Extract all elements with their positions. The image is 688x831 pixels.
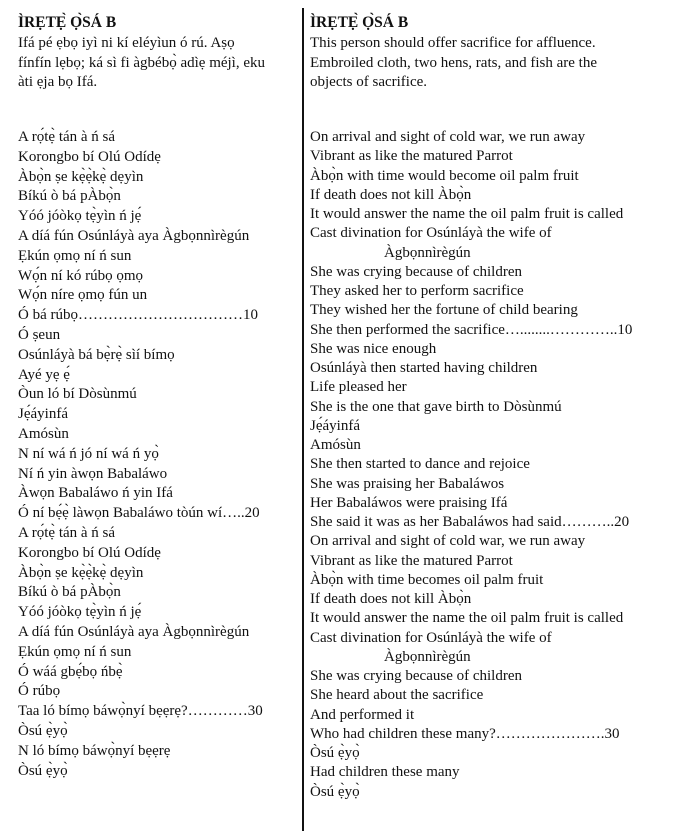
- english-verse-line: Òsú ẹ̀yọ̀: [310, 783, 360, 800]
- english-verse-line: She was crying because of children: [310, 668, 523, 684]
- yoruba-verse-line: Ó bá rúbọ……………………………10: [18, 307, 258, 324]
- english-verse-line: She is the one that gave birth to Dòsùnmú: [310, 398, 562, 415]
- yoruba-verse-line: A díá fún Osúnláyà aya Àgbọnnìrègún: [18, 227, 250, 244]
- english-verse-line: Òsú ẹ̀yọ̀: [310, 745, 360, 761]
- yoruba-verse-line: Ó ṣeun: [18, 326, 61, 343]
- english-verse-line: Who had children these many?………………….30: [310, 725, 620, 742]
- yoruba-verse-line: A díá fún Osúnláyà aya Àgbọnnìrègún: [18, 623, 250, 640]
- english-verse-line: She then started to dance and rejoice: [310, 456, 530, 473]
- english-verse-line: Amósùn: [310, 437, 361, 453]
- english-verse-line: Vibrant as like the matured Parrot: [310, 552, 513, 569]
- english-verse-line: It would answer the name the oil palm fruit is called: [310, 206, 624, 222]
- english-verse-line: Vibrant as like the matured Parrot: [310, 148, 513, 165]
- yoruba-verse-line: Àbọ̀n ṣe kẹ̀ẹ̀kẹ̀ dẹyìn: [18, 168, 144, 185]
- yoruba-verse-line: Ẹkún ọmọ ní ń sun: [18, 643, 132, 660]
- yoruba-verse-line: A rọ́tẹ̀ tán à ń sá: [18, 524, 116, 541]
- english-verse-line: Àgbọnnìrègún: [384, 244, 471, 261]
- english-verse-line: Àgbọnnìrègún: [384, 648, 471, 665]
- english-verses: [310, 128, 680, 802]
- english-verse-line: On arrival and sight of cold war, we run away: [310, 533, 586, 550]
- yoruba-verse-line: Jẹ́áyinfá: [18, 406, 68, 423]
- english-verse-line: Àbọ̀n with time becomes oil palm fruit: [310, 571, 544, 588]
- yoruba-verse-line: Ayé yẹ ẹ́: [18, 366, 70, 383]
- yoruba-verse-line: Ó rúbọ: [18, 683, 61, 700]
- english-verse-line: Àbọ̀n with time would become oil palm fruit: [310, 167, 579, 184]
- english-verse-line: They asked her to perform sacrifice: [310, 283, 524, 299]
- english-verse-line: On arrival and sight of cold war, we run away: [310, 129, 586, 145]
- yoruba-verse-line: Ó ní bẹ́ẹ̀ làwọn Babaláwo tòún wí…..20: [18, 505, 260, 522]
- english-verse-line: And performed it: [310, 706, 415, 723]
- yoruba-verse-line: Korongbo bí Olú Odídẹ: [18, 544, 161, 561]
- yoruba-verse-line: Bíkú ò bá pÀbọ̀n: [18, 584, 121, 601]
- english-verse-line: She was praising her Babaláwos: [310, 475, 505, 492]
- yoruba-verse-line: Amósùn: [18, 425, 69, 442]
- english-verse-line: If death does not kill Àbọ̀n: [310, 591, 472, 607]
- yoruba-verse-line: Ó wáá gbẹ́bọ ńbẹ̀: [18, 663, 123, 680]
- yoruba-verse-line: N ní wá ń jó ní wá ń yọ̀: [18, 445, 159, 462]
- yoruba-verse-line: Àbọ̀n ṣe kẹ̀ẹ̀kẹ̀ dẹyìn: [18, 564, 144, 581]
- yoruba-verse-line: Òsú ẹ̀yọ̀: [18, 722, 68, 739]
- english-intro-line: Embroiled cloth, two hens, rats, and fish are the: [310, 54, 598, 71]
- english-heading: ÌRẸTẸ̀ Ọ̀SÁ B: [310, 14, 409, 31]
- yoruba-verse-line: Àwọn Babaláwo ń yin Ifá: [18, 485, 173, 502]
- english-verse-line: She said it was as her Babaláwos had said………..20: [310, 514, 630, 530]
- yoruba-heading: ÌRẸTẸ̀ Ọ̀SÁ B: [18, 14, 117, 31]
- yoruba-verses: [18, 128, 296, 781]
- english-verse-line: Osúnláyà then started having children: [310, 360, 538, 376]
- yoruba-verse-line: Òun ló bí Dòsùnmú: [18, 386, 137, 403]
- english-verse-line: Had children these many: [310, 764, 460, 781]
- yoruba-verse-line: Wọ́n níre ọmọ fún un: [18, 287, 148, 304]
- yoruba-intro-line: Ifá pé ẹbọ iyì ni kí eléyìun ó rú. Aṣọ: [18, 35, 235, 51]
- yoruba-intro-line: fínfín lẹbọ; ká sì fi àgbébọ̀ adìẹ méjì, eku: [18, 54, 266, 71]
- yoruba-verse-line: Ẹkún ọmọ ní ń sun: [18, 247, 132, 264]
- english-verse-line: She heard about the sacrifice: [310, 687, 484, 704]
- english-verse-line: She was crying because of children: [310, 263, 523, 280]
- yoruba-verse-line: Wọ́n ní kó rúbọ ọmọ: [18, 267, 143, 284]
- yoruba-intro: [18, 34, 265, 93]
- english-verse-line: Her Babaláwos were praising Ifá: [310, 494, 508, 511]
- yoruba-verse-line: Taa ló bímọ báwọ̀nyí bẹẹrẹ?…………30: [18, 703, 263, 720]
- english-verse-line: If death does not kill Àbọ̀n: [310, 186, 472, 203]
- yoruba-verse-line: Ní ń yin àwọn Babaláwo: [18, 465, 168, 482]
- yoruba-verse-line: Yóó jóòkọ tẹ̀yìn ń jẹ́: [18, 604, 142, 621]
- english-verse-line: Cast divination for Osúnláyà the wife of: [310, 629, 552, 646]
- english-intro-line: This person should offer sacrifice for affluence.: [310, 35, 596, 51]
- yoruba-verse-line: A rọ́tẹ̀ tán à ń sá: [18, 129, 116, 145]
- english-verse-line: Cast divination for Osúnláyà the wife of: [310, 225, 552, 242]
- english-verse-line: They wished her the fortune of child bearing: [310, 302, 578, 319]
- yoruba-verse-line: Korongbo bí Olú Odídẹ: [18, 148, 161, 165]
- yoruba-verse-line: Yóó jóòkọ tẹ̀yìn ń jẹ́: [18, 208, 142, 225]
- yoruba-verse-line: Osúnláyà bá bẹ̀rẹ̀ sìí bímọ: [18, 346, 175, 363]
- english-intro-line: objects of sacrifice.: [310, 74, 428, 90]
- english-verse-line: It would answer the name the oil palm fruit is called: [310, 610, 624, 627]
- yoruba-intro-line: àti ẹja bọ Ifá.: [18, 74, 98, 90]
- english-verse-line: She then performed the sacrifice…........…………..10: [310, 321, 633, 338]
- yoruba-verse-line: Bíkú ò bá pÀbọ̀n: [18, 188, 121, 205]
- english-verse-line: Life pleased her: [310, 379, 407, 396]
- yoruba-verse-line: Òsú ẹ̀yọ̀: [18, 762, 68, 779]
- english-verse-line: Jẹ́áyinfá: [310, 417, 360, 434]
- english-verse-line: She was nice enough: [310, 340, 437, 357]
- yoruba-verse-line: N ló bímọ báwọ̀nyí bẹẹrẹ: [18, 742, 171, 759]
- column-divider: [302, 8, 304, 831]
- english-intro: [310, 34, 597, 93]
